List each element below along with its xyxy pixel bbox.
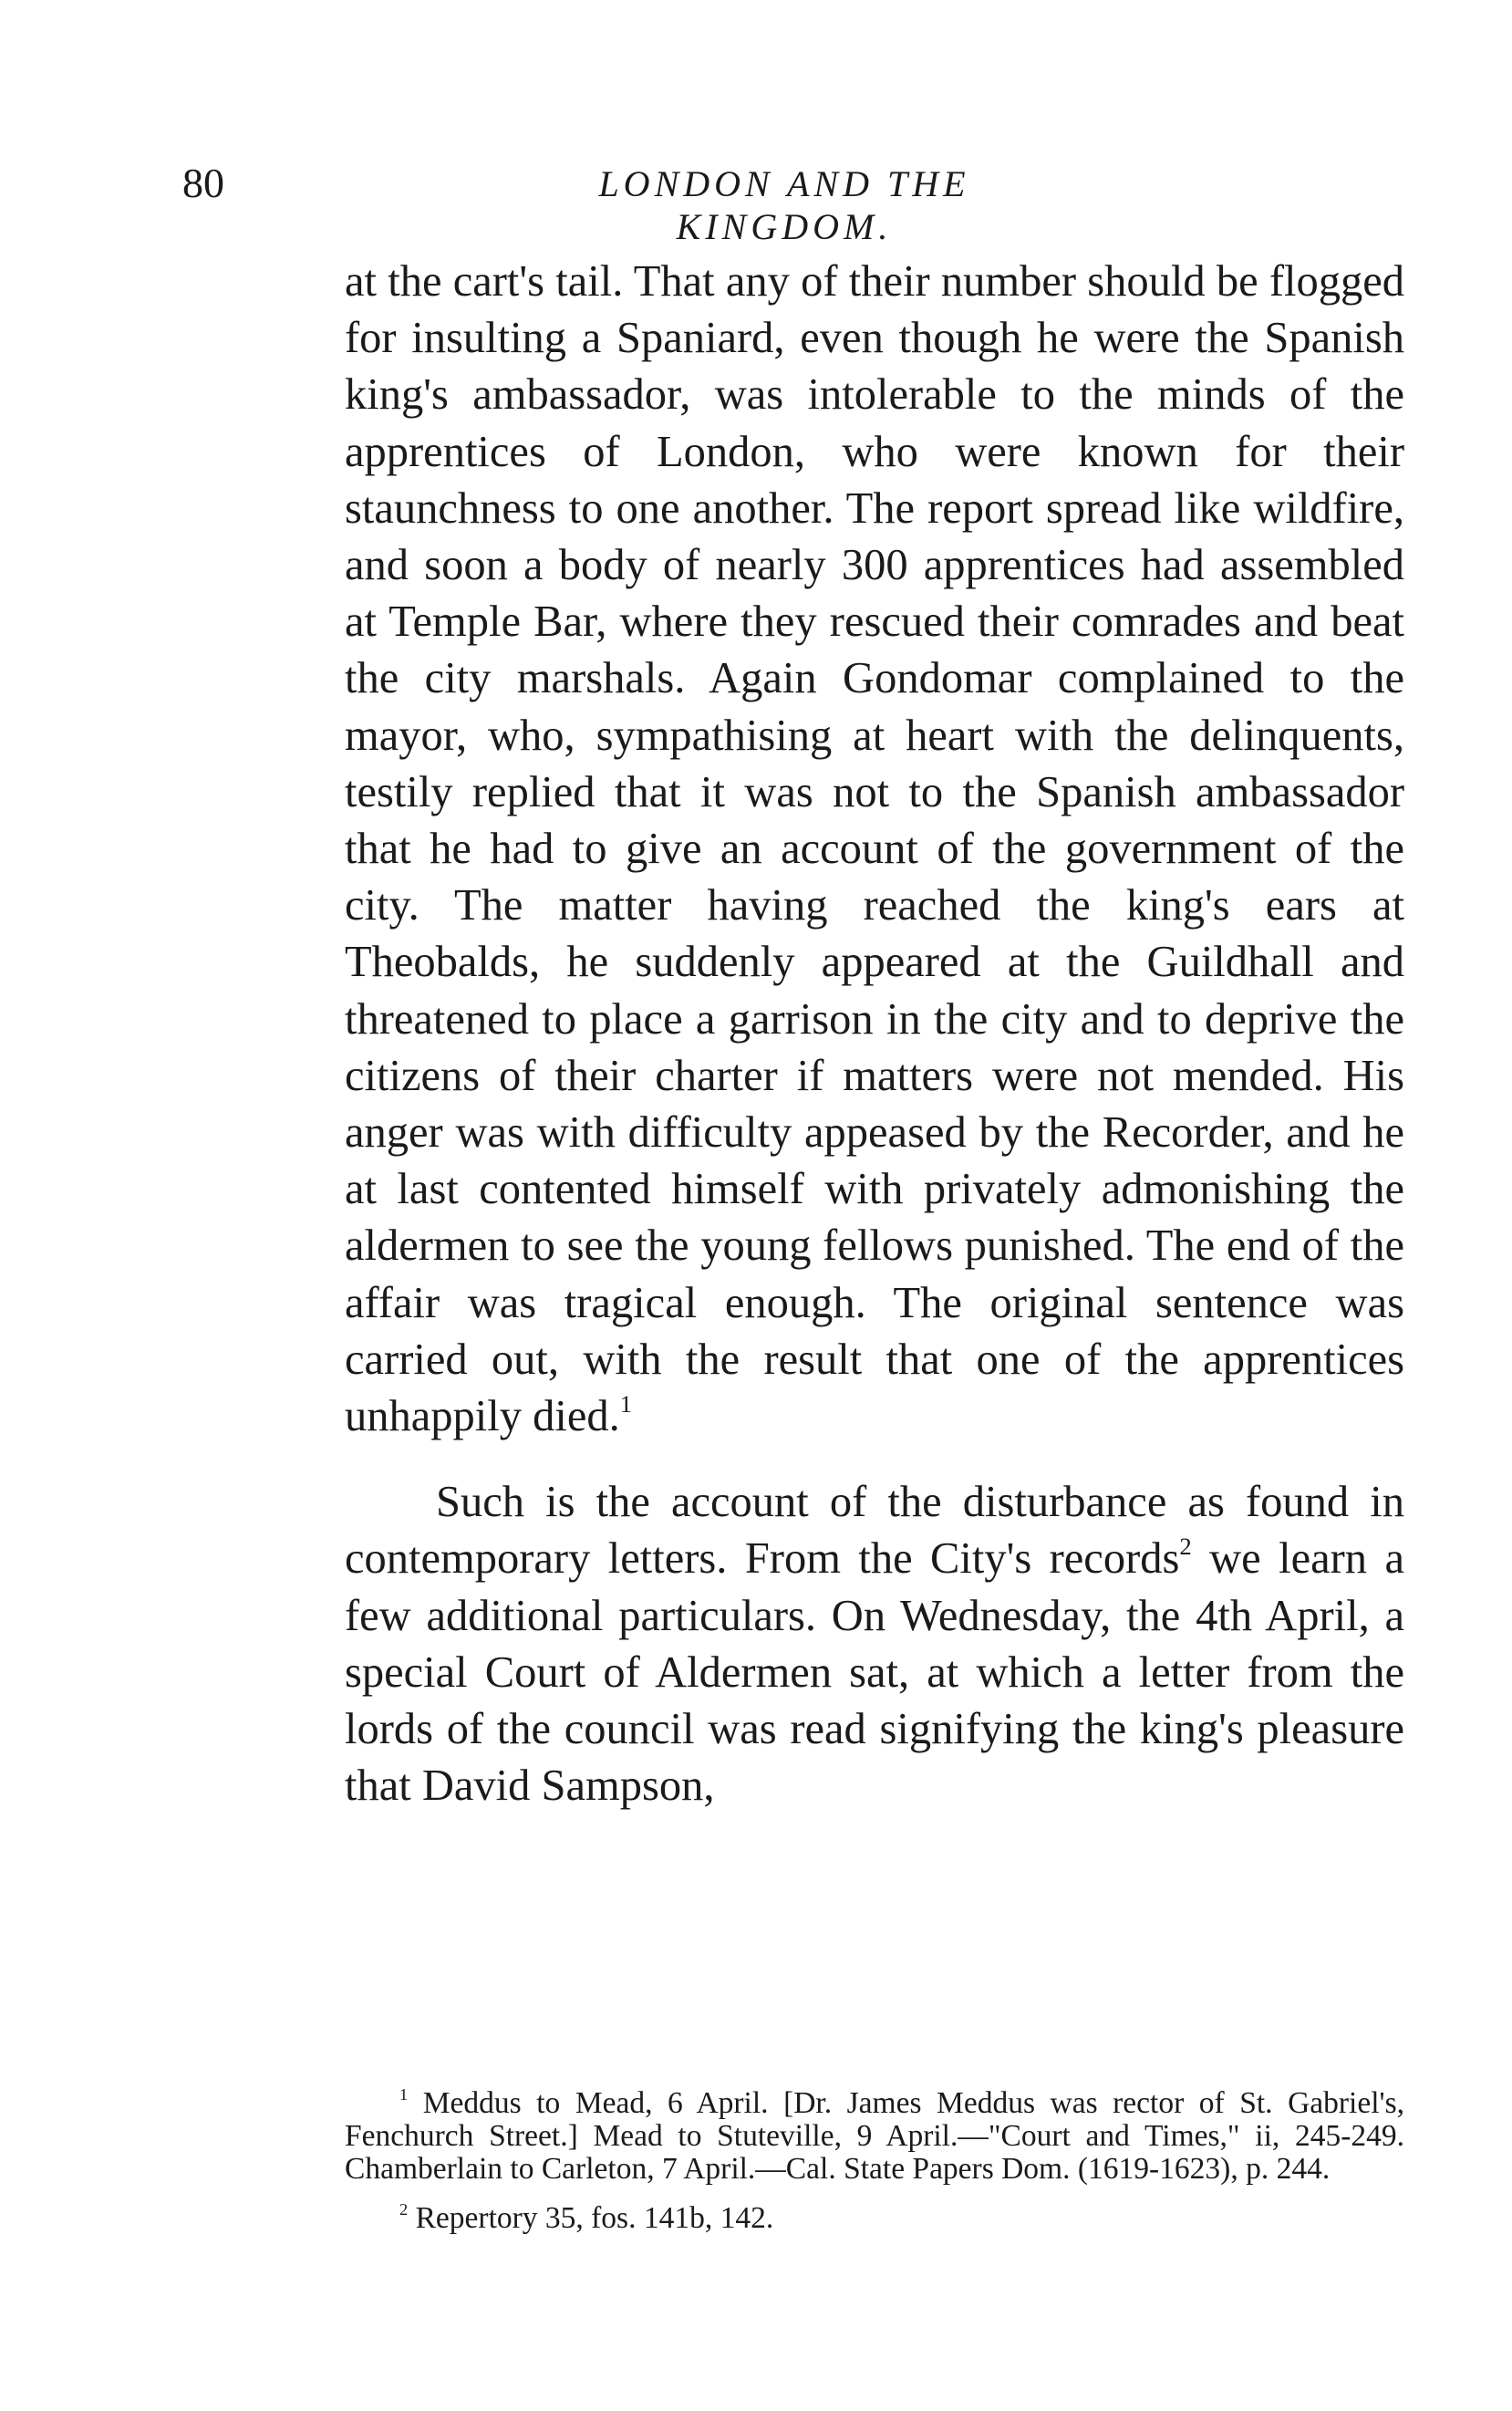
footnotes [345,2087,1404,2235]
footnote [345,2087,1404,2186]
page-number: 80 [182,160,224,206]
footnote-text: Repertory 35, fos. 141b, 142. [408,2201,774,2235]
footnote-marker: 1 [399,2085,409,2104]
paragraph-text: at the cart's tail. That any of their number should be flogged for insulting a Spaniard, even though he were the Spanish king's ambassador, was intolerable to the minds of the apprentices of London, who were known for their staunchness to one another. The report spread like wildfire, and soon a body of nearly 300 apprentices had assembled at Temple Bar, where they rescued their comrades and beat the city marshals. Again Gondomar complained to the mayor, who, sympathising at heart with the delinquents, testily replied that it was not to the Spanish ambassador that he had to give an account of the government of the city. The matter having reached the king's ears at Theobalds, he suddenly appeared at the Guildhall and threatened to place a garrison in the city and to deprive the citizens of their charter if matters were not mended. His anger was with difficulty appeased by the Recorder, and he at last contented himself with privately admonishing the aldermen to see the young fellows punished. The end of the affair was tragical enough. The original sentence was carried out, with the result that one of the apprentices unhappily died. [345,257,1404,1441]
footnote-ref[interactable]: 2 [1179,1533,1192,1561]
paragraph [345,254,1404,1445]
footnote-marker: 2 [399,2200,409,2219]
paragraph-text: we learn a few additional particulars. On Wednesday, the 4th April, a special Court of Aldermen sat, at which a letter from the lords of the council was read signifying the king's pleasure that David Sampson, [345,1534,1404,1811]
footnote [345,2202,1404,2235]
footnote-text: Meddus to Mead, 6 April. [Dr. James Meddus was rector of St. Gabriel's, Fenchurch Street.] Mead to Stuteville, 9 April.—"Court and Times," ii, 245-249. Chamberlain to Carleton, 7 April.—Cal. State Papers Dom. (1619-1623), p. 244. [345,2086,1404,2186]
body-text [345,254,1404,1814]
paragraph [345,1474,1404,1814]
running-title: LONDON AND THE KINGDOM. [598,163,970,247]
footnote-ref[interactable]: 1 [619,1390,633,1419]
paragraph-text: Such is the account of the disturbance as found in contemporary letters. From the City's records [345,1478,1404,1584]
running-head [182,159,1404,247]
